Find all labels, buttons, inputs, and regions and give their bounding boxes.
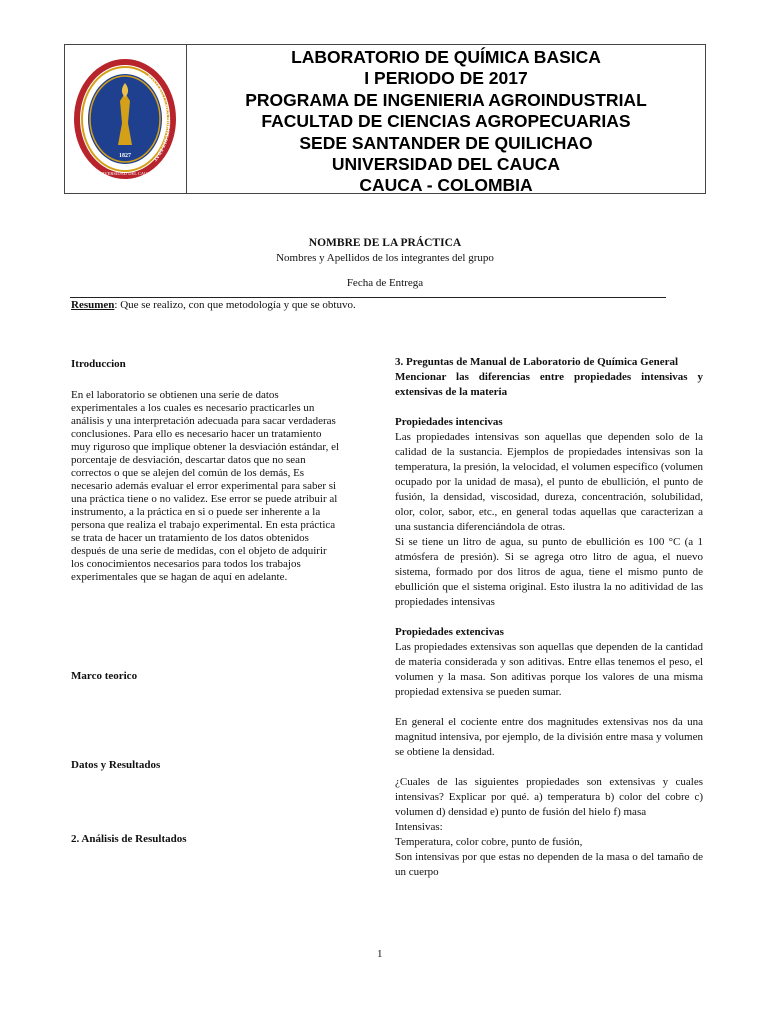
intro-paragraph	[71, 389, 377, 584]
intro-line: En el laboratorio se obtienen una serie de datos	[71, 389, 279, 401]
header-table	[64, 44, 706, 194]
summary-text: : Que se realizo, con que metodología y que se obtuvo.	[114, 299, 356, 311]
seal-ring-text: UNIVERSIDAD DEL CAUCA	[96, 171, 154, 176]
header-line: LABORATORIO DE QUÍMICA BASICA	[291, 47, 601, 67]
intro-line: necesario además evaluar el error experimental para saber si	[71, 480, 337, 492]
header-line: SEDE SANTANDER DE QUILICHAO	[299, 132, 593, 153]
group-members: Nombres y Apellidos de los integrantes del grupo	[276, 252, 494, 264]
header-line: I PERIODO DE 2017	[364, 68, 528, 89]
extensive-paragraph: Las propiedades extensivas son aquellas que dependen de la cantidad de materia considerada y son aditivas. Entre ellas tenemos el peso, el volumen y la masa. Son aditivas porque los valores de una misma propiedad extensiva se pueden sumar.	[395, 641, 703, 698]
general-paragraph: En general el cociente entre dos magnitudes extensivas nos da una magnitud intensiva, por ejemplo, de la división entre masa y volumen se obtiene la densidad.	[395, 716, 703, 758]
intro-line: los conocimientos necesarios para todos los trabajos	[71, 558, 301, 570]
summary-label: Resumen	[71, 299, 115, 311]
datos-heading: Datos y Resultados	[71, 759, 161, 771]
questions-column	[395, 355, 703, 880]
question-heading: 3. Preguntas de Manual de Laboratorio de Química General	[395, 356, 679, 368]
intro-line: experimentales a los cuales es necesario practicarles un	[71, 402, 315, 414]
practice-title-block	[64, 236, 706, 290]
intensivas-reason: Son intensivas por que estas no dependen de la masa o del tamaño de un cuerpo	[395, 851, 703, 878]
intensive-example: Si se tiene un litro de agua, su punto de ebullición es 100 °C (a 1 atmósfera de presión). Si se agrega otro litro de agua, el nuevo sistema, formado por dos litros de agua, tiene el mismo punto de ebullición que el sistema original. Esto ilustra la no aditividad de las propiedades intensivas	[395, 536, 703, 608]
question-subheading: Mencionar las diferencias entre propiedades intensivas y extensivas de la materia	[395, 371, 703, 398]
seal-motto: POSTERIS LUMEN MORITURUS EDAT	[145, 74, 170, 162]
intensive-paragraph: Las propiedades intensivas son aquellas que dependen solo de la calidad de la sustancia. Ejemplos de propiedades intensivas son la temperatura, la presión, la velocidad, el volumen específico (volumen ocupado por la unidad de masa), el punto de ebullición, el punto de fusión, la densidad, viscosidad, dureza, concentración, solubilidad, olor, color, sabor, etc., en general todas aquellas que caracterizan a una sustancia diferenciándola de otras.	[395, 431, 703, 533]
intro-line: correctos o que se alejen del común de los demás, Es	[71, 467, 305, 479]
intro-line: conclusiones. Para ello es necesario hacer un tratamiento	[71, 428, 322, 440]
marco-heading: Marco teorico	[71, 670, 138, 682]
header-title-block	[187, 47, 705, 197]
intro-line: se trata de hacer un tratamiento de los datos obtenidos	[71, 532, 309, 544]
header-line: PROGRAMA DE INGENIERIA AGROINDUSTRIAL	[245, 89, 647, 110]
delivery-date: Fecha de Entrega	[346, 277, 424, 289]
intro-heading: Itroduccion	[71, 358, 126, 370]
header-line: CAUCA - COLOMBIA	[359, 175, 533, 196]
intro-line: instrumento, a la práctica en si o puede ser inherente a la	[71, 506, 321, 518]
intensivas-list: Temperatura, color cobre, punto de fusión,	[395, 836, 583, 848]
practice-name: NOMBRE DE LA PRÁCTICA	[308, 237, 462, 249]
intro-line: una práctica tiene o no validez. Ese error se puede atribuir al	[71, 493, 338, 505]
header-line: FACULTAD DE CIENCIAS AGROPECUARIAS	[261, 111, 631, 132]
intro-line: después de una serie de medidas, con el objeto de adquirir	[71, 545, 327, 557]
intensivas-label: Intensivas:	[395, 821, 443, 833]
seal-year: 1827	[119, 153, 131, 159]
university-seal-icon	[70, 53, 180, 185]
analisis-heading: 2. Análisis de Resultados	[71, 833, 187, 845]
summary	[71, 298, 356, 312]
logo-cell	[65, 45, 187, 193]
intro-line: persona que realiza el trabajo experimental. En esta práctica	[71, 519, 336, 531]
intensive-heading: Propiedades intencivas	[395, 416, 503, 428]
extensive-heading: Propiedades extencivas	[395, 626, 504, 638]
intro-line: muy riguroso que implique obtener la desviación estándar, el	[71, 441, 340, 453]
intro-line: análisis y una interpretación adecuada para sacar verdaderas	[71, 415, 336, 427]
header-line: UNIVERSIDAD DEL CAUCA	[331, 154, 561, 175]
intro-line: experimentales que se hagan de aquí en adelante.	[71, 571, 288, 583]
intro-line: porcentaje de desviación, descartar datos que no sean	[71, 454, 306, 466]
question-two: ¿Cuales de las siguientes propiedades son extensivas y cuales intensivas? Explicar por qué. a) temperatura b) color del cobre c) volumen d) densidad e) punto de fusión del hielo f) masa	[395, 776, 703, 818]
page-number: 1	[377, 948, 383, 960]
